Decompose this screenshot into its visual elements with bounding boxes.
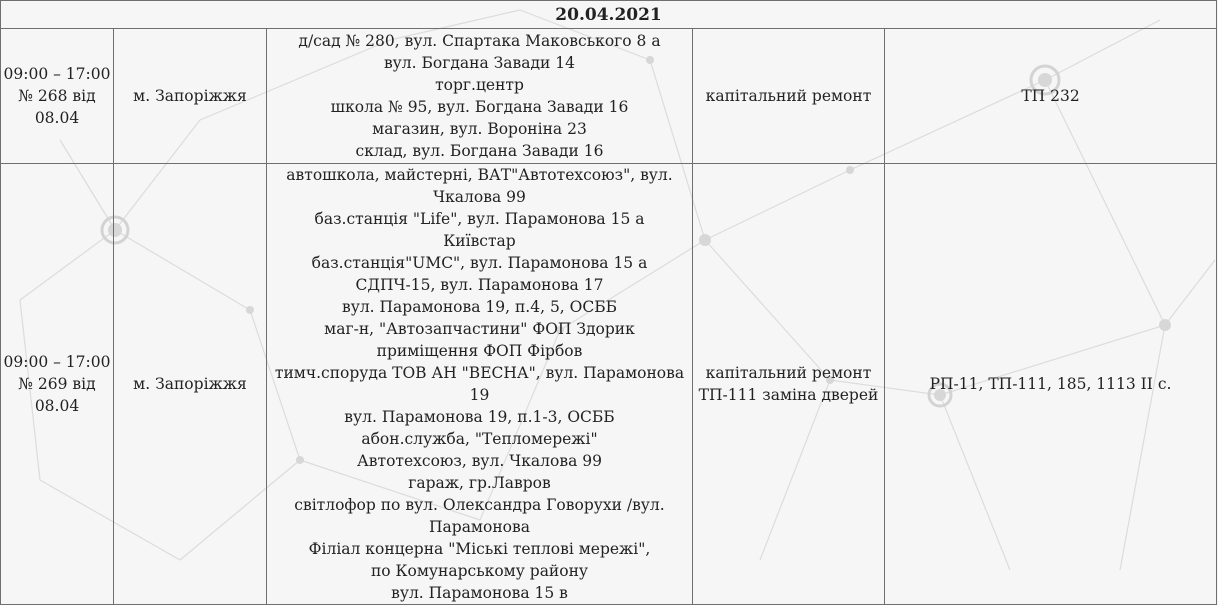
time-cell	[1, 164, 114, 605]
reason-line: капітальний ремонт	[705, 87, 872, 105]
address-line: баз.станція"UMC", вул. Парамонова 15 а	[311, 254, 648, 272]
city-cell: м. Запоріжжя	[114, 164, 267, 605]
address-line: Київстар	[443, 232, 516, 250]
address-line: маг-н, "Автозапчастини" ФОП Здорик	[324, 320, 635, 338]
date-header-row	[1, 1, 1217, 29]
address-line: приміщення ФОП Фірбов	[376, 342, 583, 360]
address-line: Автотехсоюз, вул. Чкалова 99	[357, 452, 602, 470]
address-line: д/сад № 280, вул. Спартака Маковського 8 а	[298, 32, 661, 50]
table-row	[1, 29, 1217, 164]
time-cell	[1, 29, 114, 164]
address-line: баз.станція "Life", вул. Парамонова 15 а	[314, 210, 645, 228]
address-line: тимч.споруда ТОВ АН "ВЕСНА", вул. Парамонова 19	[274, 364, 685, 404]
address-line: склад, вул. Богдана Завади 16	[355, 142, 604, 160]
address-line: Парамонова	[429, 518, 530, 536]
reason-cell	[693, 164, 885, 605]
address-line: СДПЧ-15, вул. Парамонова 17	[355, 276, 604, 294]
address-line: вул. Парамонова 15 в	[391, 584, 568, 602]
reason-cell	[693, 29, 885, 164]
city-cell: м. Запоріжжя	[114, 29, 267, 164]
address-line: вул. Парамонова 19, п.4, 5, ОСББ	[341, 298, 618, 316]
address-cell	[267, 164, 693, 605]
station-cell: РП-11, ТП-111, 185, 1113 ІІ с.	[885, 164, 1217, 605]
time-range: 09:00 – 17:00	[3, 65, 111, 83]
time-range: 09:00 – 17:00	[3, 353, 111, 371]
order-date: 08.04	[34, 109, 80, 127]
address-line: школа № 95, вул. Богдана Завади 16	[330, 98, 629, 116]
order-number: № 268 від	[18, 87, 96, 105]
order-number: № 269 від	[18, 375, 96, 393]
reason-line: капітальний ремонт	[705, 364, 872, 382]
address-cell	[267, 29, 693, 164]
address-line: автошкола, майстерні, ВАТ"Автотехсоюз", вул.	[286, 166, 673, 184]
table-row	[1, 164, 1217, 605]
address-line: абон.служба, "Тепломережі"	[361, 430, 598, 448]
address-line: вул. Парамонова 19, п.1-3, ОСББ	[344, 408, 615, 426]
address-line: по Комунарському району	[370, 562, 589, 580]
address-line: Філіал концерна "Міські теплові мережі",	[308, 540, 651, 558]
address-line: торг.центр	[435, 76, 524, 94]
order-date: 08.04	[34, 397, 80, 415]
address-line: вул. Богдана Завади 14	[383, 54, 576, 72]
address-line: магазин, вул. Вороніна 23	[372, 120, 587, 138]
reason-line: ТП-111 заміна дверей	[698, 386, 879, 404]
address-line: Чкалова 99	[433, 188, 526, 206]
address-line: світлофор по вул. Олександра Говорухи /вул.	[294, 496, 665, 514]
station-cell: ТП 232	[885, 29, 1217, 164]
address-line: гараж, гр.Лавров	[408, 474, 551, 492]
schedule-date: 20.04.2021	[1, 1, 1217, 29]
